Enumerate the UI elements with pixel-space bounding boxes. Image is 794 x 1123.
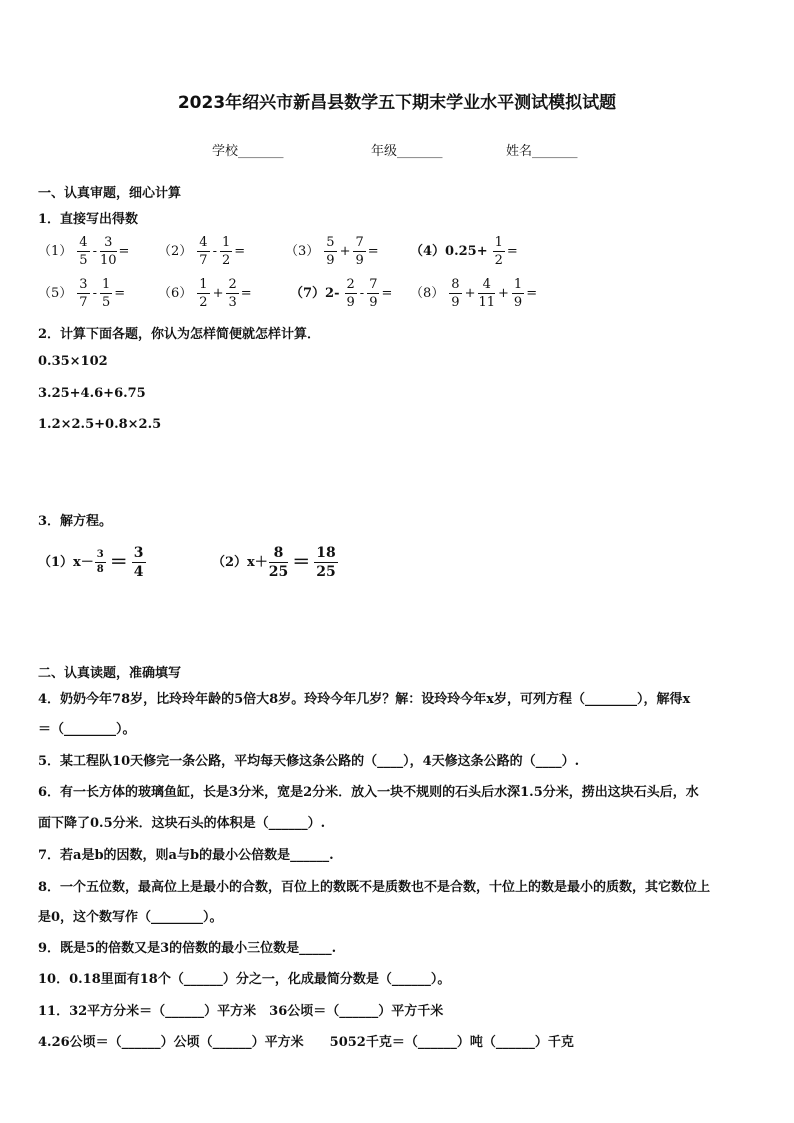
question-8-line-1: 8．一个五位数，最高位上是最小的合数，百位上的数既不是质数也不是合数，十位上的数是最小的质数，其它数位上 xyxy=(38,880,711,895)
question-6-line-1: 6．有一长方体的玻璃鱼缸，长是3分米，宽是2分米．放入一块不规则的石头后水深1.5分米，捞出这块石头后，水 xyxy=(38,785,699,800)
question-5: 5．某工程队10天修完一条公路，平均每天修这条公路的（____），4天修这条公路的（____）. xyxy=(38,754,580,769)
calc-line-2: 3.25+4.6+6.75 xyxy=(38,386,146,401)
section-1-heading: 一、认真审题，细心计算 xyxy=(38,186,182,201)
equation-1: （1）x－ $\frac{3}{8}$ ＝ $\frac{3}{4}$ xyxy=(38,545,144,580)
question-6-line-2: 面下降了0.5分米．这块石头的体积是（______）. xyxy=(38,816,326,831)
calc-item-5: （5） $\frac{3}{7}$ - $\frac{1}{5}$ = xyxy=(38,277,126,310)
calc-item-7: （7）2- $\frac{2}{9}$ - $\frac{7}{9}$ = xyxy=(290,277,393,310)
calc-line-1: 0.35×102 xyxy=(38,354,108,369)
calc-item-1: （1） $\frac{4}{5}$ - $\frac{3}{10}$ = xyxy=(38,235,130,268)
question-7: 7．若a是b的因数，则a与b的最小公倍数是______. xyxy=(38,848,334,863)
section-2-heading: 二、认真读题，准确填写 xyxy=(38,666,182,681)
calc-item-3: （3） $\frac{5}{9}$ + $\frac{7}{9}$ = xyxy=(285,235,379,268)
page-title: 2023年绍兴市新昌县数学五下期末学业水平测试模拟试题 xyxy=(177,93,617,113)
question-2: 2．计算下面各题，你认为怎样简便就怎样计算． xyxy=(38,327,321,342)
question-1: 1．直接写出得数 xyxy=(38,212,139,227)
grade-field: 年级_______ xyxy=(371,144,443,159)
calc-item-2: （2） $\frac{4}{7}$ - $\frac{1}{2}$ = xyxy=(158,235,246,268)
calc-line-3: 1.2×2.5+0.8×2.5 xyxy=(38,417,162,432)
question-4-line-1: 4．奶奶今年78岁，比玲玲年龄的5倍大8岁。玲玲今年几岁？解：设玲玲今年x岁，可列方程（________），解得x xyxy=(38,692,691,707)
calc-item-4: （4）0.25+ $\frac{1}{2}$ = xyxy=(410,235,518,268)
question-11-line-2: 4.26公顷＝（______）公顷（______）平方米 5052千克＝（______）吨（______）千克 xyxy=(38,1035,574,1050)
calc-item-8: （8） $\frac{8}{9}$ + $\frac{4}{11}$ + $\frac{1}{9}$ = xyxy=(410,277,538,310)
name-field: 姓名_______ xyxy=(506,144,578,159)
school-field: 学校_______ xyxy=(212,144,284,159)
question-8-line-2: 是0，这个数写作（________）。 xyxy=(38,910,223,925)
question-9: 9．既是5的倍数又是3的倍数的最小三位数是_____. xyxy=(38,941,337,956)
question-3: 3．解方程。 xyxy=(38,514,113,529)
question-11-line-1: 11．32平方分米＝（______）平方米 36公顷＝（______）平方千米 xyxy=(38,1004,444,1019)
calc-item-6: （6） $\frac{1}{2}$ + $\frac{2}{3}$ = xyxy=(158,277,252,310)
equation-2: （2）x＋ $\frac{8}{25}$ ＝ $\frac{18}{25}$ xyxy=(212,545,336,580)
question-4-line-2: ＝（________）。 xyxy=(38,722,136,737)
question-10: 10．0.18里面有18个（______）分之一，化成最简分数是（______）。 xyxy=(38,972,451,987)
